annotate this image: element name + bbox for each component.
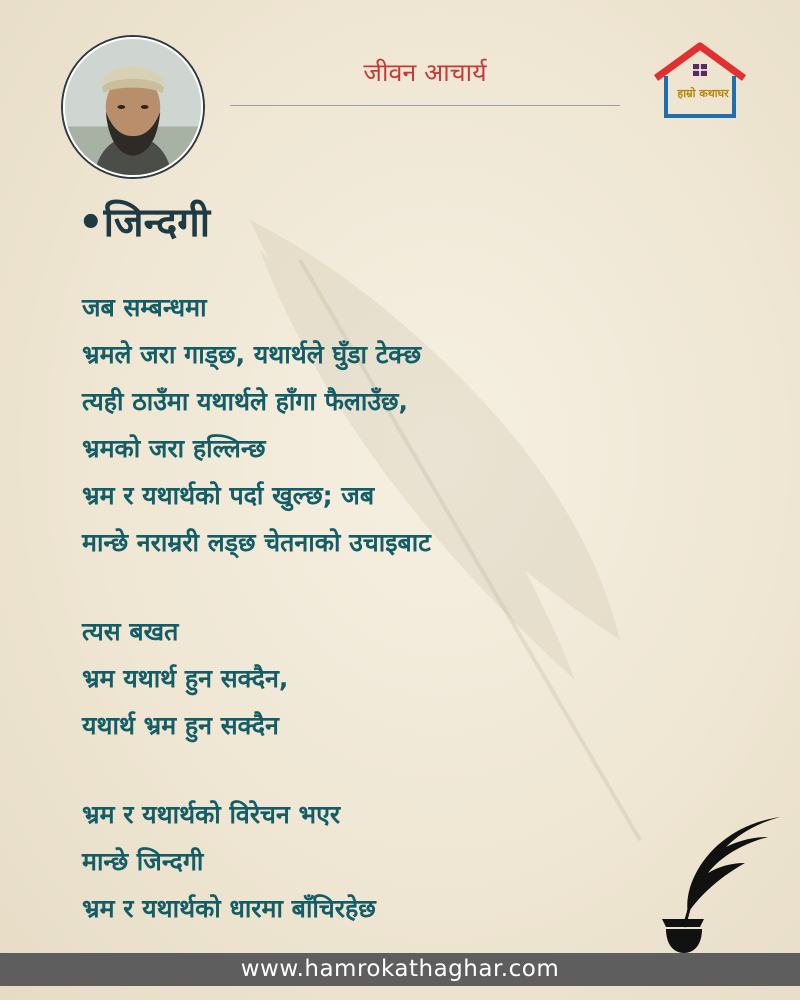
author-divider	[230, 105, 620, 106]
poem-body	[82, 284, 431, 974]
quill-inkpot-icon	[660, 815, 785, 955]
poem-line: यथार्थ भ्रम हुन सक्दैन	[82, 711, 279, 740]
author-name: जीवन आचार्य	[363, 58, 487, 87]
logo-wordmark: हाम्रो कथाघर	[677, 87, 729, 100]
website-footer: www.hamrokathaghar.com	[0, 953, 800, 986]
poem-line: जब सम्बन्धमा	[82, 293, 207, 322]
author-avatar	[63, 37, 203, 177]
stanza-2	[82, 608, 431, 749]
author-portrait-icon	[65, 39, 201, 175]
poem-line: भ्रमले जरा गाड्छ, यथार्थले घुँडा टेक्छ	[82, 340, 422, 369]
poem-line: भ्रम र यथार्थको धारमा बाँचिरहेछ	[82, 894, 376, 923]
stanza-3	[82, 791, 431, 932]
poem-line: त्यस बखत	[82, 617, 179, 646]
stanza-1	[82, 284, 431, 566]
poem-line: भ्रम यथार्थ हुन सक्दैन,	[82, 664, 289, 693]
poem-line: भ्रम र यथार्थको विरेचन भएर	[82, 800, 341, 829]
house-icon	[650, 42, 750, 122]
poem-line: मान्छे नराम्ररी लड्छ चेतनाको उचाइबाट	[82, 528, 431, 557]
poem-title: •जिन्दगी	[78, 200, 211, 246]
poem-line: त्यही ठाउँमा यथार्थले हाँगा फैलाउँछ,	[82, 387, 409, 416]
poem-line: भ्रमको जरा हल्लिन्छ	[82, 434, 266, 463]
poem-line: भ्रम र यथार्थको पर्दा खुल्छ; जब	[82, 481, 375, 510]
poem-line: मान्छे जिन्दगी	[82, 847, 204, 876]
